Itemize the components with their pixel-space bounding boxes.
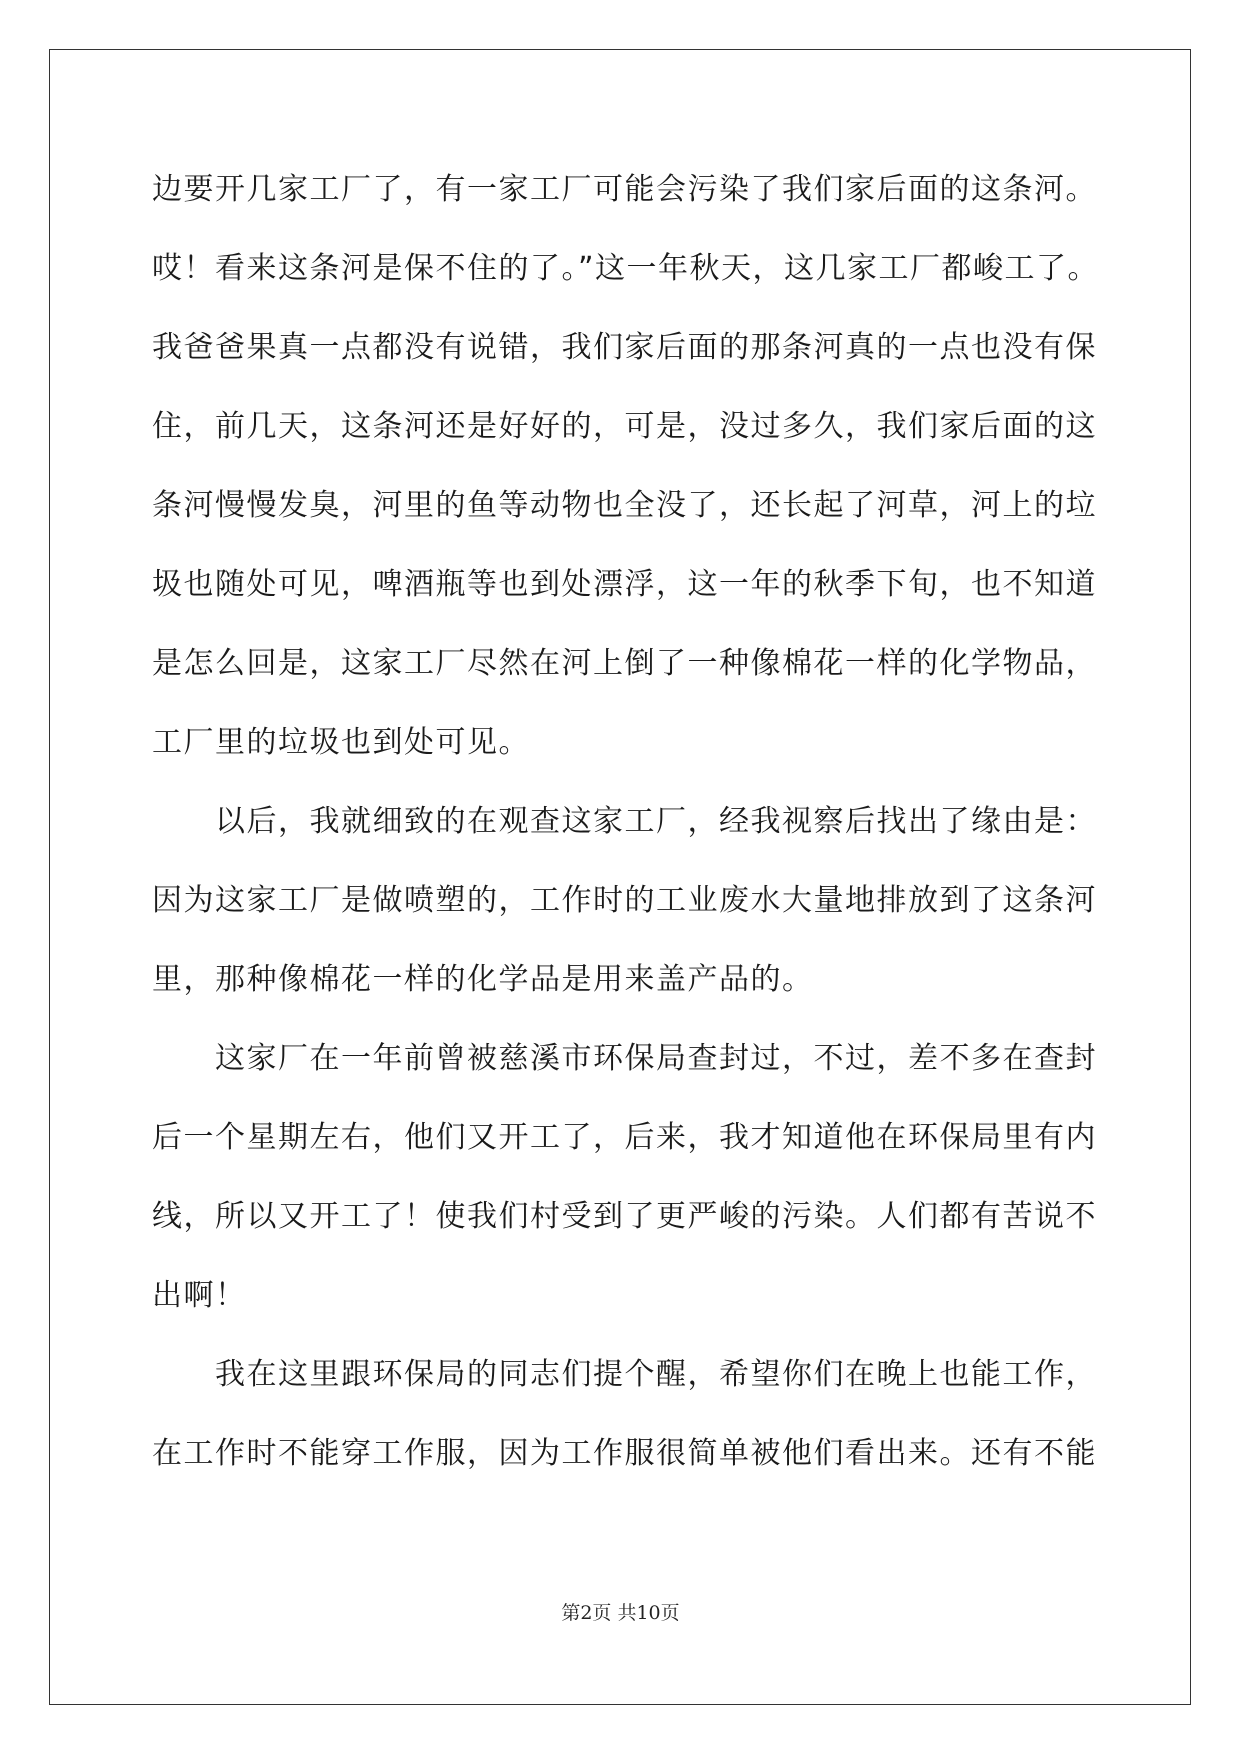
text-line: 哎！看来这条河是保不住的了。”这一年秋天，这几家工厂都峻工了。 xyxy=(152,251,1100,286)
text-line: 后一个星期左右，他们又开工了，后来，我才知道他在环保局里有内 xyxy=(152,1120,1097,1155)
text-line: 边要开几家工厂了，有一家工厂可能会污染了我们家后面的这条河。 xyxy=(152,172,1097,207)
text-line: 我爸爸果真一点都没有说错，我们家后面的那条河真的一点也没有保 xyxy=(152,330,1097,365)
text-line: 出啊！ xyxy=(152,1278,247,1313)
page-number-footer: 第2页 共10页 xyxy=(561,1602,680,1624)
text-line: 是怎么回是，这家工厂尽然在河上倒了一种像棉花一样的化学物品， xyxy=(152,646,1097,681)
text-line: 线，所以又开工了！使我们村受到了更严峻的污染。人们都有苦说不 xyxy=(152,1199,1097,1234)
text-line: 圾也随处可见，啤酒瓶等也到处漂浮，这一年的秋季下旬，也不知道 xyxy=(152,567,1097,602)
paragraph-first-line: 我在这里跟环保局的同志们提个醒，希望你们在晚上也能工作， xyxy=(215,1357,1097,1392)
paragraph-first-line: 这家厂在一年前曾被慈溪市环保局查封过，不过，差不多在查封 xyxy=(215,1041,1097,1076)
text-line: 住，前几天，这条河还是好好的，可是，没过多久，我们家后面的这 xyxy=(152,409,1097,444)
paragraph-first-line: 以后，我就细致的在观查这家工厂，经我视察后找出了缘由是： xyxy=(215,804,1097,839)
text-line: 在工作时不能穿工作服，因为工作服很简单被他们看出来。还有不能 xyxy=(152,1436,1097,1471)
text-line: 因为这家工厂是做喷塑的，工作时的工业废水大量地排放到了这条河 xyxy=(152,883,1097,918)
text-line: 里，那种像棉花一样的化学品是用来盖产品的。 xyxy=(152,962,814,997)
text-line: 工厂里的垃圾也到处可见。 xyxy=(152,725,530,760)
text-line: 条河慢慢发臭，河里的鱼等动物也全没了，还长起了河草，河上的垃 xyxy=(152,488,1097,523)
